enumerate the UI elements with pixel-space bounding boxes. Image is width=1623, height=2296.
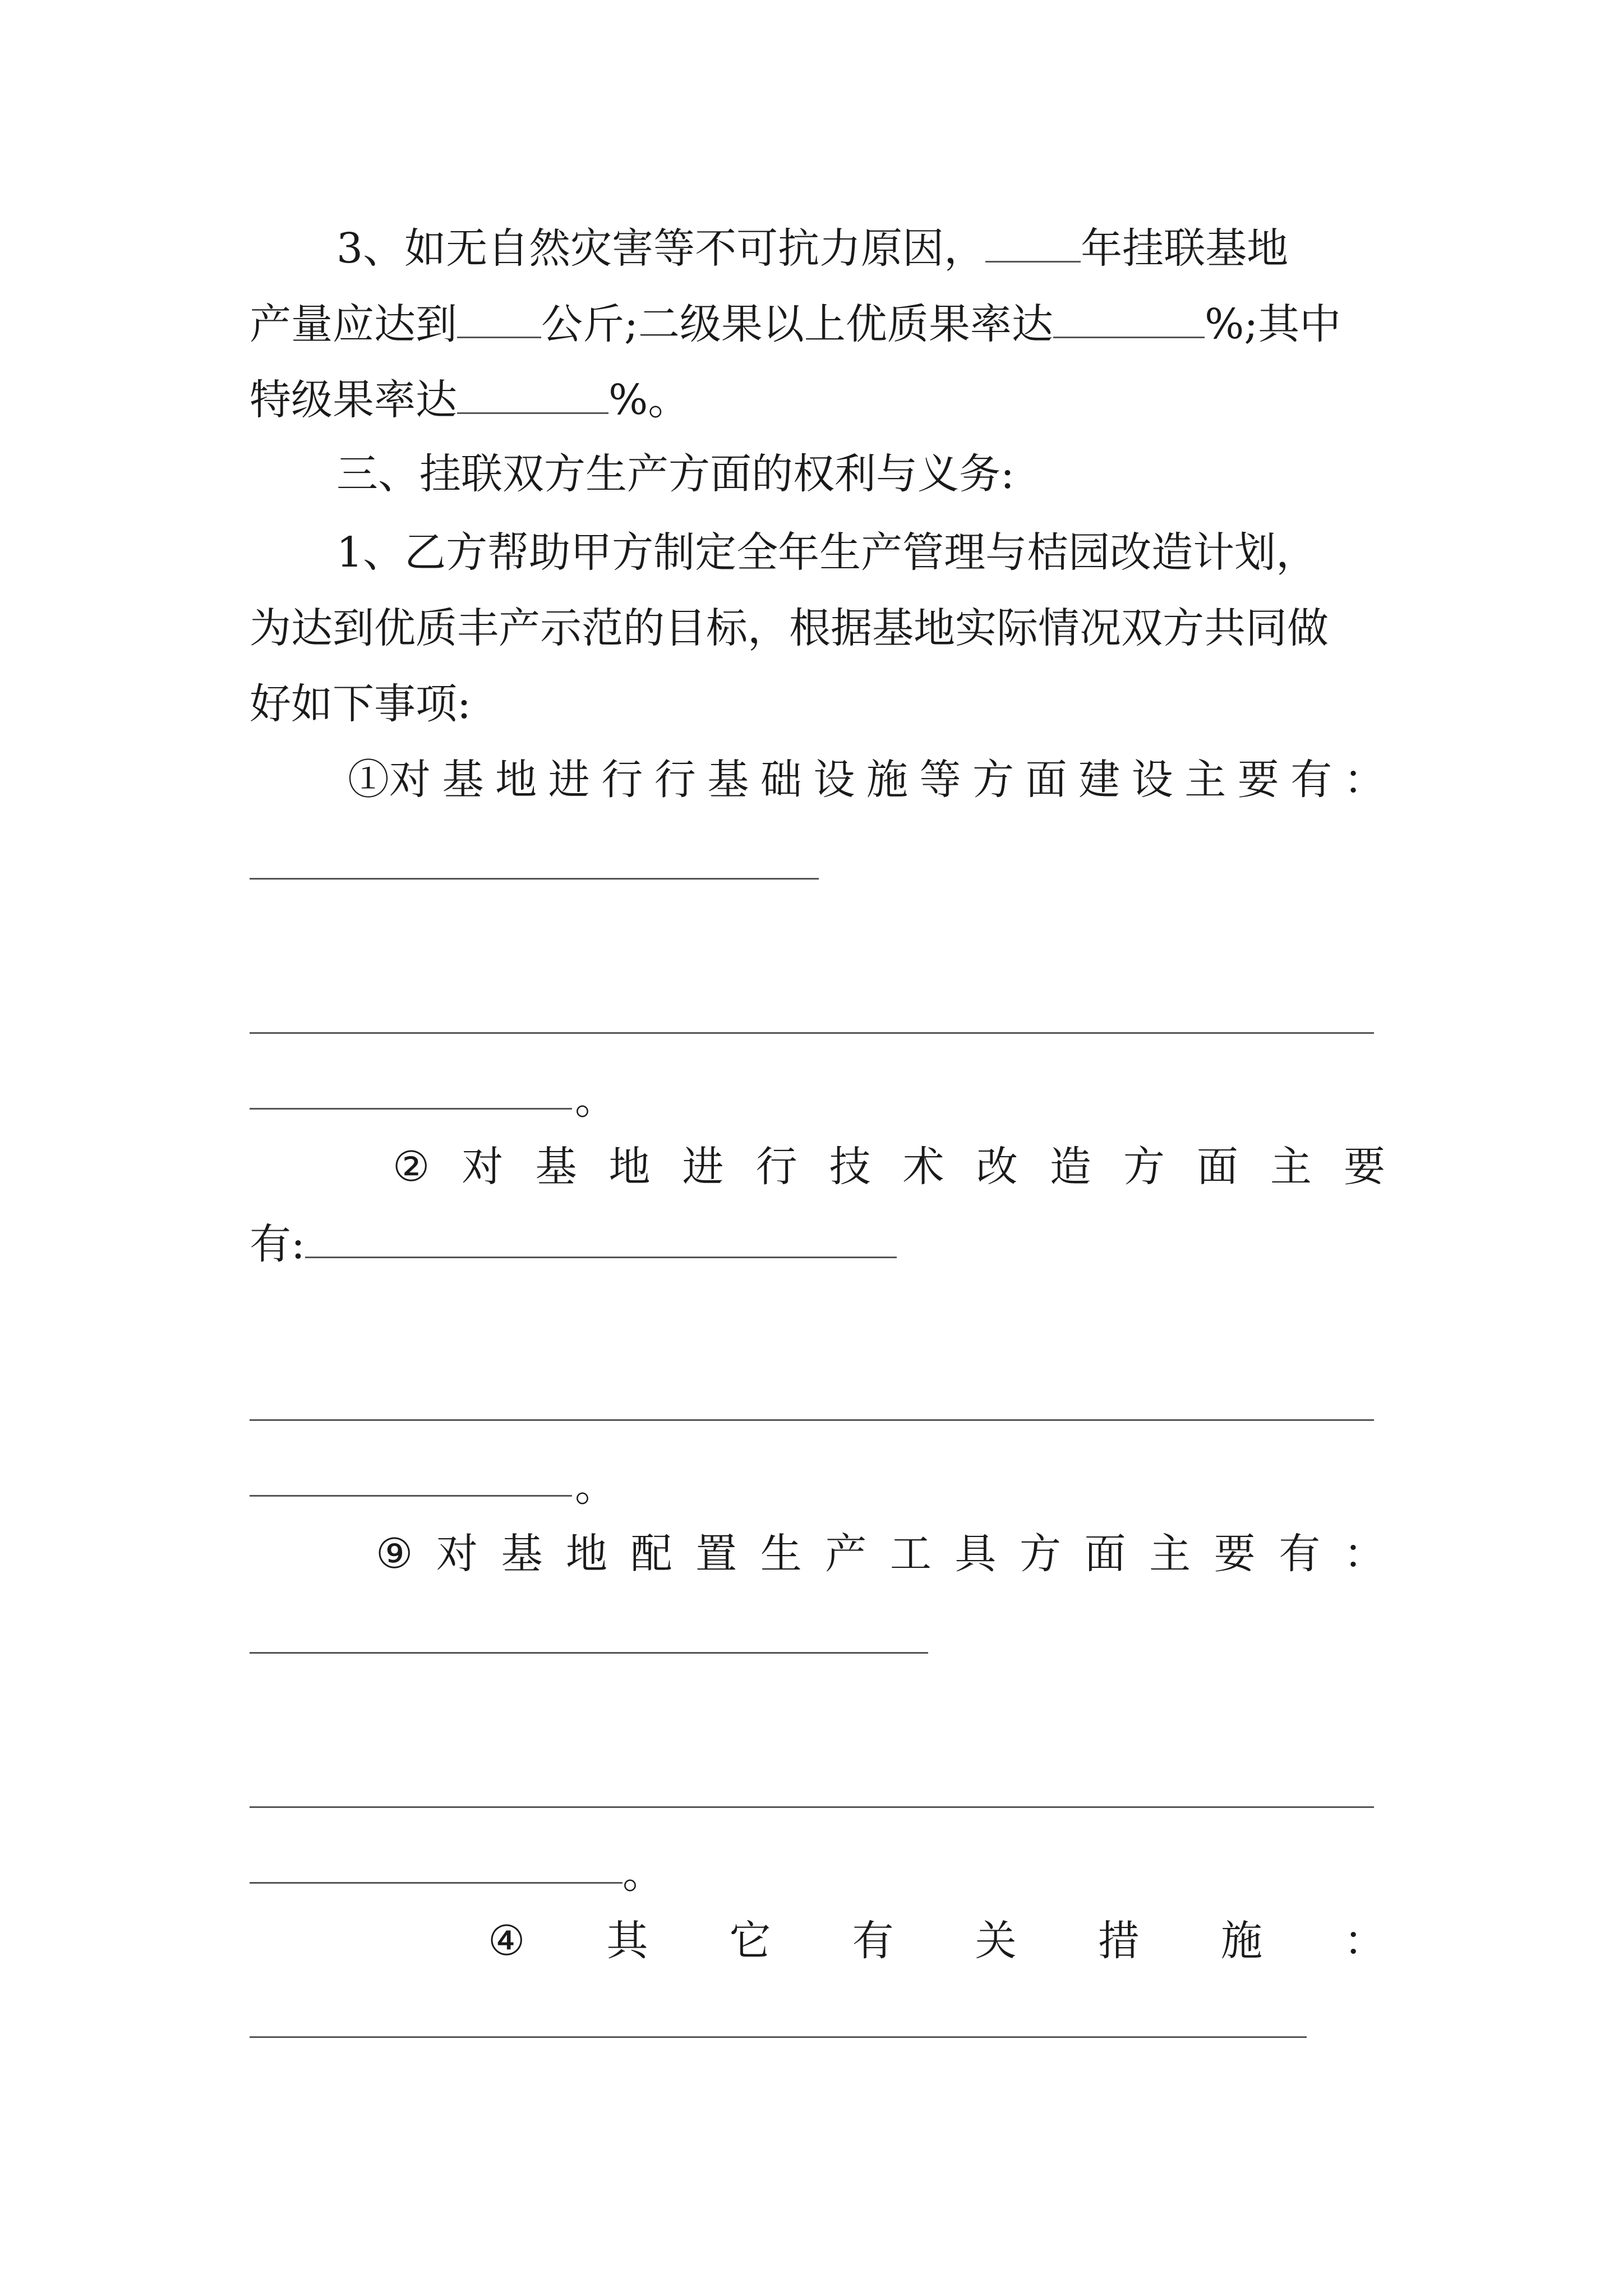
sub2-char: 基 bbox=[535, 1143, 577, 1191]
sub1-char: 基 bbox=[442, 756, 484, 804]
sub1-fill-line-3[interactable] bbox=[250, 1108, 572, 1110]
item1-line1: 1、乙方帮助甲方制定全年生产管理与桔园改造计划， bbox=[336, 528, 1318, 577]
sub2-char: 要 bbox=[1343, 1143, 1385, 1191]
sub2-char: 对 bbox=[462, 1143, 504, 1191]
sub1-char: ①对 bbox=[348, 756, 431, 804]
sub1-char: 基 bbox=[707, 756, 749, 804]
sub2-char: 造 bbox=[1049, 1143, 1091, 1191]
sub3-char: 方 bbox=[1019, 1530, 1061, 1578]
sub3-heading bbox=[376, 1529, 1385, 1579]
item3-text-a: 3、如无自然灾害等不可抗力原因， bbox=[336, 224, 986, 273]
quality-rate-blank[interactable] bbox=[1053, 297, 1205, 338]
item3-line2 bbox=[250, 297, 1341, 348]
sub1-char: 主 bbox=[1184, 756, 1227, 804]
item3-text-d: 公斤;二级果以上优质果率达 bbox=[541, 300, 1053, 348]
sub1-char: ： bbox=[1343, 756, 1385, 804]
sub3-char: ⑨ bbox=[376, 1530, 413, 1578]
sub2-char: 技 bbox=[829, 1143, 871, 1191]
sub2-fill-line-1[interactable] bbox=[305, 1217, 897, 1258]
sub3-char: 产 bbox=[825, 1530, 867, 1578]
sub2-char: 方 bbox=[1123, 1143, 1165, 1191]
sub2-char: 进 bbox=[682, 1143, 724, 1191]
sub1-char: 施 bbox=[866, 756, 908, 804]
sub1-char: 进 bbox=[548, 756, 590, 804]
sub1-fill-line-1[interactable] bbox=[250, 878, 819, 880]
sub2-fill-line-3[interactable] bbox=[250, 1495, 572, 1497]
item3-line3 bbox=[250, 373, 689, 424]
sub3-char: ： bbox=[1343, 1530, 1385, 1578]
sub2-char: 主 bbox=[1270, 1143, 1312, 1191]
sub2-char: ② bbox=[393, 1143, 430, 1191]
sub1-char: 等 bbox=[919, 756, 961, 804]
item3-text-e: %;其中 bbox=[1204, 300, 1341, 348]
sub2-char: 术 bbox=[902, 1143, 944, 1191]
sub1-heading bbox=[348, 754, 1385, 805]
sub1-end-mark: 。 bbox=[575, 1075, 616, 1124]
sub2-char: 面 bbox=[1196, 1143, 1238, 1191]
sub3-fill-line-2[interactable] bbox=[250, 1806, 1374, 1808]
sub1-char: 要 bbox=[1237, 756, 1279, 804]
sub1-char: 面 bbox=[1025, 756, 1067, 804]
sub4-char: 关 bbox=[975, 1917, 1017, 1965]
section3-heading: 三、挂联双方生产方面的权利与义务: bbox=[336, 450, 1015, 498]
sub1-char: 建 bbox=[1078, 756, 1121, 804]
sub2-cont-text: 有: bbox=[250, 1220, 305, 1268]
sub3-char: 要 bbox=[1214, 1530, 1256, 1578]
year-blank[interactable] bbox=[985, 222, 1081, 263]
sub3-char: 有 bbox=[1279, 1530, 1321, 1578]
sub1-char: 础 bbox=[760, 756, 802, 804]
item1-line3: 好如下事项: bbox=[250, 680, 471, 728]
item3-text-b: 年挂联基地 bbox=[1081, 224, 1289, 273]
item3-text-g: %。 bbox=[608, 376, 690, 424]
sub4-char: 有 bbox=[852, 1917, 894, 1965]
sub2-heading bbox=[393, 1142, 1385, 1192]
sub3-char: 基 bbox=[501, 1530, 543, 1578]
premium-rate-blank[interactable] bbox=[457, 373, 608, 414]
yield-blank[interactable] bbox=[457, 297, 541, 338]
sub1-char: 设 bbox=[813, 756, 855, 804]
sub3-fill-line-3[interactable] bbox=[250, 1882, 623, 1884]
sub3-char: 工 bbox=[889, 1530, 932, 1578]
sub2-end-mark: 。 bbox=[575, 1462, 616, 1511]
sub4-char: 施 bbox=[1220, 1917, 1262, 1965]
sub3-char: 具 bbox=[955, 1530, 997, 1578]
sub3-fill-line-1[interactable] bbox=[250, 1652, 928, 1654]
sub1-char: 地 bbox=[495, 756, 537, 804]
sub1-char: 有 bbox=[1290, 756, 1332, 804]
sub3-char: 配 bbox=[630, 1530, 672, 1578]
sub4-heading bbox=[488, 1916, 1385, 1966]
sub1-char: 设 bbox=[1131, 756, 1173, 804]
sub3-char: 面 bbox=[1084, 1530, 1126, 1578]
sub3-char: 生 bbox=[760, 1530, 802, 1578]
sub4-fill-line-1[interactable] bbox=[250, 2036, 1307, 2038]
sub3-char: 地 bbox=[566, 1530, 608, 1578]
item3-line1 bbox=[336, 222, 1288, 272]
sub1-fill-line-2[interactable] bbox=[250, 1032, 1374, 1034]
sub4-char: ④ bbox=[488, 1917, 525, 1965]
item3-text-c: 产量应达到 bbox=[250, 300, 457, 348]
sub4-char: 措 bbox=[1098, 1917, 1140, 1965]
sub1-char: 方 bbox=[972, 756, 1015, 804]
sub3-char: 置 bbox=[695, 1530, 737, 1578]
item3-text-f: 特级果率达 bbox=[250, 376, 457, 424]
sub1-char: 行 bbox=[654, 756, 696, 804]
item1-line2: 为达到优质丰产示范的目标，根据基地实际情况双方共同做 bbox=[250, 604, 1329, 652]
sub2-char: 行 bbox=[755, 1143, 797, 1191]
sub1-char: 行 bbox=[601, 756, 643, 804]
sub4-char: 它 bbox=[729, 1917, 771, 1965]
sub3-char: 对 bbox=[436, 1530, 478, 1578]
sub3-end-mark: 。 bbox=[623, 1849, 664, 1898]
sub2-fill-line-2[interactable] bbox=[250, 1419, 1374, 1421]
sub2-char: 改 bbox=[976, 1143, 1018, 1191]
sub2-cont-line bbox=[250, 1217, 897, 1268]
sub4-char: ： bbox=[1344, 1917, 1385, 1965]
sub2-char: 地 bbox=[608, 1143, 651, 1191]
sub3-char: 主 bbox=[1149, 1530, 1191, 1578]
sub4-char: 其 bbox=[606, 1917, 648, 1965]
